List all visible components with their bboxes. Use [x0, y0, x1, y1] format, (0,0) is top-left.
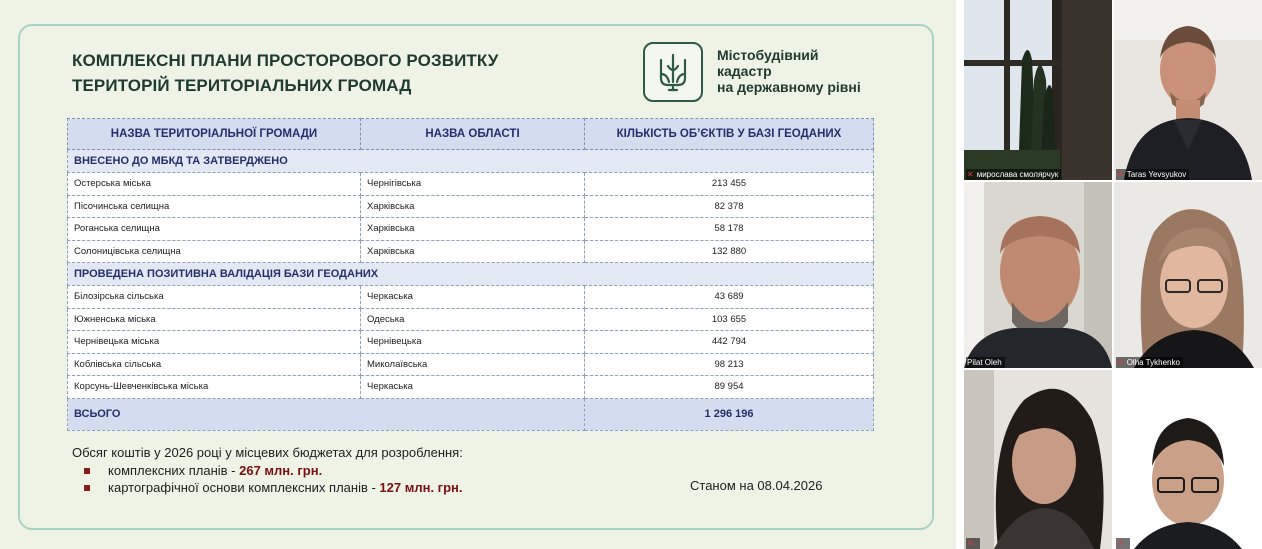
mic-muted-icon: ✕ — [1117, 170, 1124, 179]
count-cell: 213 455 — [585, 173, 874, 196]
community-cell: Солоницівська селищна — [68, 240, 361, 263]
video-feed — [1114, 370, 1262, 549]
slide-title — [72, 48, 592, 98]
community-cell: Роганська селищна — [68, 218, 361, 241]
section-label: ПРОВЕДЕНА ПОЗИТИВНА ВАЛІДАЦІЯ БАЗИ ГЕОДАНИХ — [68, 263, 874, 286]
section-row-validated — [68, 263, 874, 286]
participant-tile-active[interactable] — [964, 182, 1112, 368]
header-community: НАЗВА ТЕРИТОРІАЛЬНОЇ ГРОМАДИ — [68, 119, 361, 150]
region-cell: Харківська — [361, 240, 585, 263]
table-row — [68, 240, 874, 263]
community-cell: Южненська міська — [68, 308, 361, 331]
bullet-square-icon — [84, 468, 90, 474]
budget-item-cartography — [72, 479, 463, 496]
count-cell: 442 794 — [585, 331, 874, 354]
participant-name: Pilat Oleh — [967, 358, 1002, 367]
community-cell: Корсунь-Шевченківська міська — [68, 376, 361, 399]
participants-panel — [956, 0, 1262, 549]
video-feed — [964, 182, 1112, 368]
trident-icon — [656, 52, 690, 92]
participant-tile[interactable] — [964, 370, 1112, 549]
participant-name: Taras Yevsyukov — [1126, 170, 1187, 179]
table-header-row — [68, 119, 874, 150]
budget-item-text: комплексних планів - — [108, 463, 240, 478]
community-cell: Білозірська сільська — [68, 286, 361, 309]
participant-label — [966, 357, 1005, 368]
table-row — [68, 353, 874, 376]
logo-text — [717, 47, 861, 95]
count-cell: 58 178 — [585, 218, 874, 241]
budget-item-plans — [72, 462, 463, 479]
community-cell: Остерська міська — [68, 173, 361, 196]
region-cell: Харківська — [361, 218, 585, 241]
mic-muted-icon: ✕ — [1117, 539, 1124, 548]
budget-item-amount: 127 млн. грн. — [379, 480, 463, 495]
logo-line-2: кадастр — [717, 63, 772, 79]
count-cell: 103 655 — [585, 308, 874, 331]
community-cell: Пісочинська селищна — [68, 195, 361, 218]
logo-line-3: на державному рівні — [717, 79, 861, 95]
video-feed — [964, 370, 1112, 549]
table-row — [68, 331, 874, 354]
region-cell: Чернігівська — [361, 173, 585, 196]
cadastre-logo — [643, 42, 878, 102]
participant-label — [966, 169, 1061, 180]
budget-heading: Обсяг коштів у 2026 році у місцевих бюджетах для розроблення: — [72, 445, 463, 460]
region-cell: Чернівецька — [361, 331, 585, 354]
table-row — [68, 376, 874, 399]
table-row — [68, 173, 874, 196]
count-cell: 89 954 — [585, 376, 874, 399]
section-label: ВНЕСЕНО ДО МБКД ТА ЗАТВЕРДЖЕНО — [68, 150, 874, 173]
region-cell: Черкаська — [361, 286, 585, 309]
video-feed — [964, 0, 1112, 180]
count-cell: 43 689 — [585, 286, 874, 309]
budget-info — [72, 445, 463, 496]
logo-line-1: Містобудівний — [717, 47, 819, 63]
video-feed — [1114, 182, 1262, 368]
as-of-date: Станом на 08.04.2026 — [690, 478, 823, 493]
community-cell: Чернівецька міська — [68, 331, 361, 354]
community-cell: Коблівська сільська — [68, 353, 361, 376]
region-cell: Одеська — [361, 308, 585, 331]
region-cell: Черкаська — [361, 376, 585, 399]
count-cell: 82 378 — [585, 195, 874, 218]
total-value: 1 296 196 — [585, 398, 874, 430]
participant-name: мирослава смолярчук — [976, 170, 1059, 179]
table-row — [68, 195, 874, 218]
title-line-2: ТЕРИТОРІЙ ТЕРИТОРІАЛЬНИХ ГРОМАД — [72, 76, 412, 95]
geodata-table — [67, 118, 874, 431]
participant-label — [1116, 357, 1183, 368]
budget-item-amount: 267 млн. грн. — [239, 463, 323, 478]
bullet-square-icon — [84, 485, 90, 491]
video-feed — [1114, 0, 1262, 180]
budget-item-text: картографічної основи комплексних планів - — [108, 480, 380, 495]
count-cell: 98 213 — [585, 353, 874, 376]
participant-label — [1116, 169, 1189, 180]
mic-muted-icon: ✕ — [967, 539, 974, 548]
total-label: ВСЬОГО — [68, 398, 585, 430]
section-row-approved — [68, 150, 874, 173]
region-cell: Миколаївська — [361, 353, 585, 376]
participant-label — [966, 538, 980, 549]
header-region: НАЗВА ОБЛАСТІ — [361, 119, 585, 150]
participant-tile[interactable] — [1114, 0, 1262, 180]
mic-muted-icon: ✕ — [1117, 358, 1124, 367]
participant-name: Olha Tykhenko — [1126, 358, 1180, 367]
header-count: КІЛЬКІСТЬ ОБ’ЄКТІВ У БАЗІ ГЕОДАНИХ — [585, 119, 874, 150]
title-line-1: КОМПЛЕКСНІ ПЛАНИ ПРОСТОРОВОГО РОЗВИТКУ — [72, 51, 499, 70]
logo-badge — [643, 42, 703, 102]
participant-tile[interactable] — [1114, 370, 1262, 549]
table-row — [68, 286, 874, 309]
table-row — [68, 308, 874, 331]
participant-tile[interactable] — [964, 0, 1112, 180]
participant-tile[interactable] — [1114, 182, 1262, 368]
count-cell: 132 880 — [585, 240, 874, 263]
total-row — [68, 398, 874, 430]
region-cell: Харківська — [361, 195, 585, 218]
participant-label — [1116, 538, 1130, 549]
mic-muted-icon: ✕ — [967, 170, 974, 179]
table-row — [68, 218, 874, 241]
